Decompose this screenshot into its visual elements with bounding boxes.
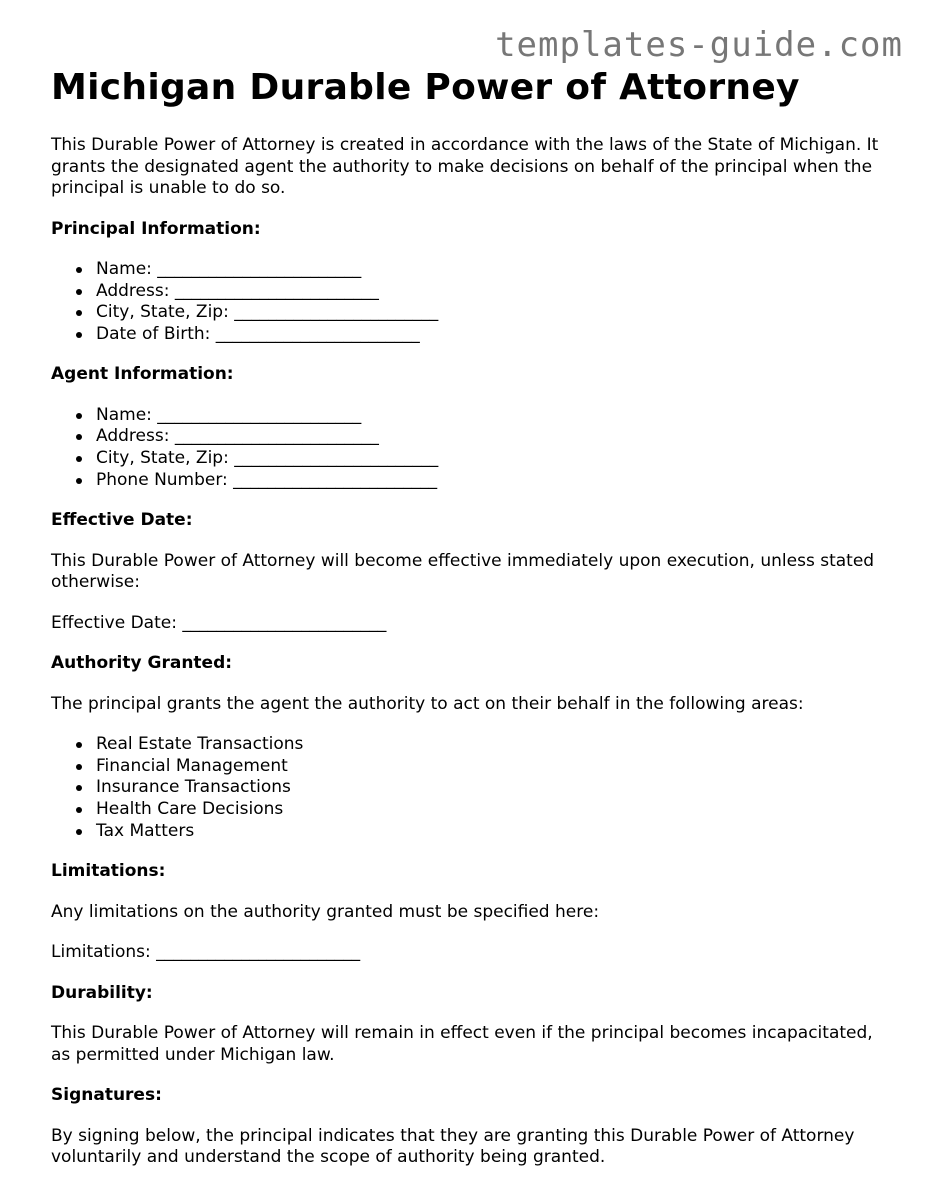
authority-heading: Authority Granted: [51,653,233,674]
effective-date-field: Effective Date: ________________________ [51,612,387,633]
principal-address-field: Address: ________________________ [96,281,881,303]
authority-text: The principal grants the agent the authority to act on their behalf in the following areas: [51,693,804,714]
authority-list [51,734,881,842]
agent-fields-list [51,405,881,491]
principal-fields-list [51,259,881,345]
watermark: templates-guide.com [495,25,903,65]
effective-date-text: This Durable Power of Attorney will become effective immediately upon execution, unless stated otherwise: [51,550,875,593]
authority-item: Health Care Decisions [96,799,881,821]
agent-name-field: Name: ________________________ [96,405,881,427]
agent-city-state-zip-field: City, State, Zip: ________________________ [96,448,881,470]
document [51,66,881,1169]
authority-item: Financial Management [96,756,881,778]
principal-heading: Principal Information: [51,218,261,239]
authority-item: Insurance Transactions [96,777,881,799]
durability-text: This Durable Power of Attorney will remain in effect even if the principal becomes incapacitated, as permitted under Michigan law. [51,1023,873,1065]
principal-city-state-zip-field: City, State, Zip: ________________________ [96,302,881,324]
effective-date-heading: Effective Date: [51,510,193,531]
agent-heading: Agent Information: [51,364,234,385]
signatures-text: By signing below, the principal indicates that they are granting this Durable Power of Attorney voluntarily and understand the scope of authority being granted. [51,1125,855,1168]
durability-heading: Durability: [51,982,153,1003]
authority-item: Real Estate Transactions [96,734,881,756]
principal-dob-field: Date of Birth: ________________________ [96,324,881,346]
limitations-heading: Limitations: [51,861,166,882]
authority-item: Tax Matters [96,821,881,843]
principal-name-field: Name: ________________________ [96,259,881,281]
agent-phone-field: Phone Number: ________________________ [96,470,881,492]
document-title: Michigan Durable Power of Attorney [51,67,800,108]
agent-address-field: Address: ________________________ [96,426,881,448]
intro-paragraph: This Durable Power of Attorney is created in accordance with the laws of the State of Michigan. It grants the designated agent the authority to make decisions on behalf of the principal when the principal is unable to do so. [51,135,879,198]
limitations-text: Any limitations on the authority granted must be specified here: [51,901,600,922]
signatures-heading: Signatures: [51,1085,162,1106]
limitations-field: Limitations: ________________________ [51,942,361,963]
